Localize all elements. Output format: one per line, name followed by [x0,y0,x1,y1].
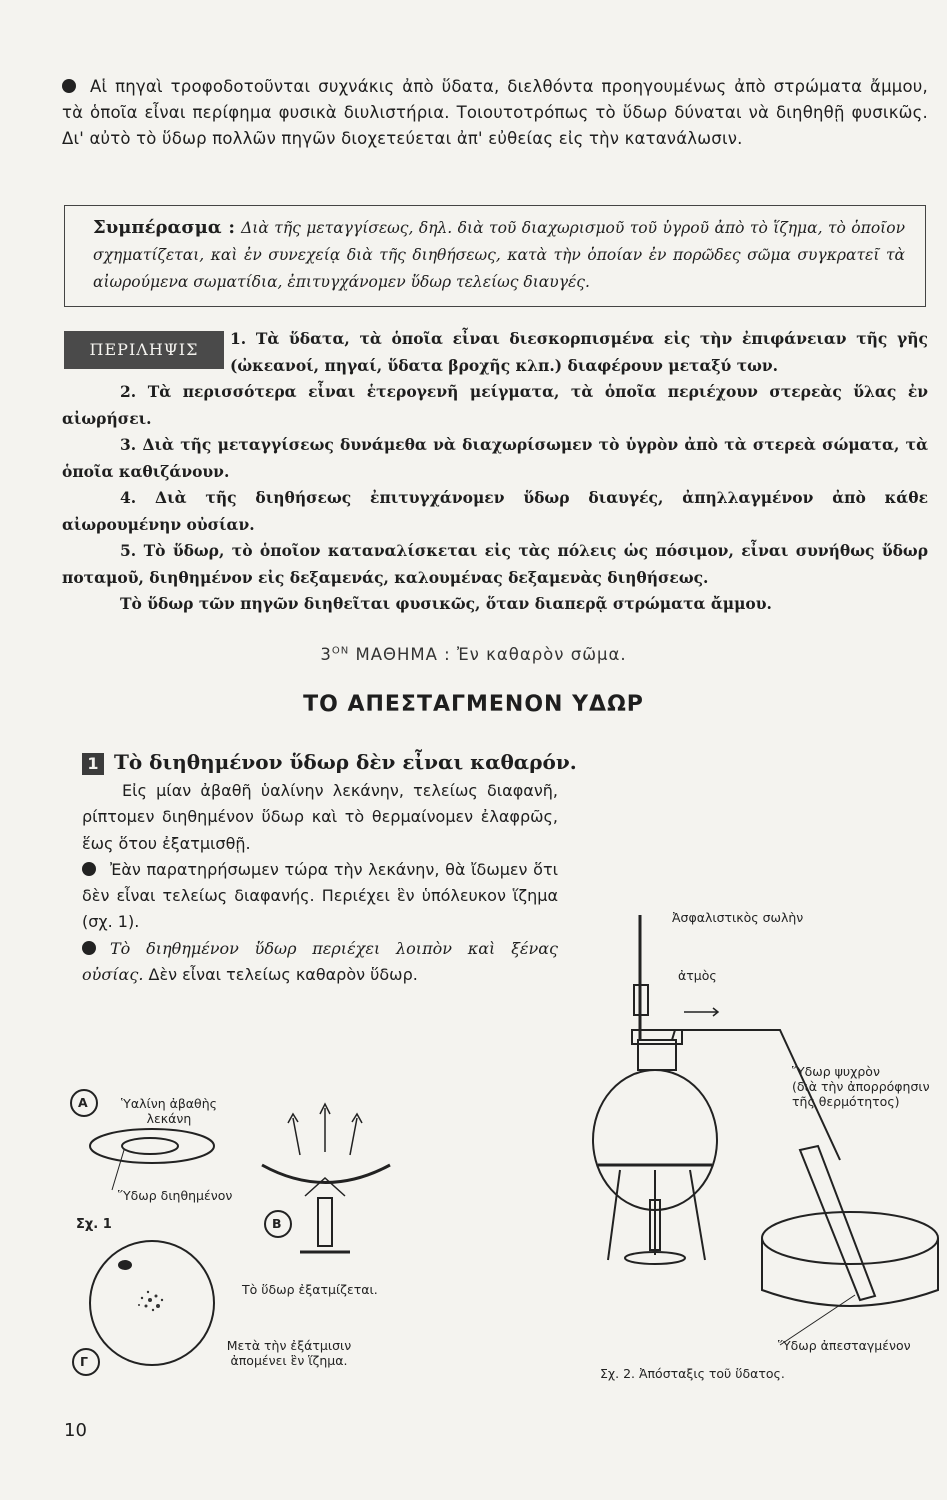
figure-1-illustration [71,1090,390,1375]
label-a: Α [78,1095,88,1110]
fig2-label-cold-water: Ὕδωρ ψυχρὸν [792,1064,880,1079]
summary-item: 1. Τὰ ὕδατα, τὰ ὁποῖα εἶναι διεσκορπισμένα εἰς τὴν ἐπιφάνειαν τῆς γῆς (ὠκεανοί, πηγαί, ὕδατα βροχῆς κλπ.) διαφέρουν μεταξύ των. [230,329,928,375]
figure-2-distillation-apparatus [593,915,938,1345]
lesson-number-suffix: ΟΝ [331,645,350,657]
section-title: Τὸ διηθημένον ὕδωρ δὲν εἶναι καθαρόν. [114,750,577,774]
label-b: Β [272,1216,282,1231]
page-number: 10 [64,1420,87,1441]
section-paragraph: Εἰς μίαν ἀβαθῆ ὑαλίνην λεκάνην, τελείως διαφανῆ, ρίπτομεν διηθημένον ὕδωρ καὶ τὸ θερμαίνομεν ἐλαφρῶς, ἕως ὅτου ἐξατμισθῇ. [82,781,558,853]
summary-item: Τὸ ὕδωρ τῶν πηγῶν διηθεῖται φυσικῶς, ὅταν διαπερᾷ στρώματα ἄμμου. [120,594,772,613]
glass-dish-icon [90,1129,214,1163]
vapor-arrows-icon [293,1108,357,1155]
water-pointer-line [112,1150,124,1190]
water-in-dish-icon [122,1138,178,1154]
fig2-label-steam: ἀτμὸς [678,968,717,983]
section-paragraph: Ἐὰν παρατηρήσωμεν τώρα τὴν λεκάνην, θὰ ἴδωμεν ὅτι δὲν εἶναι τελείως διαφανής. Περιέχει ἓν ὑπόλευκον ἵζημα (σχ. 1). [82,859,558,932]
cold-water-bath-icon [762,1212,938,1264]
summary-tag: ΠΕΡΙΛΗΨΙΣ [64,331,224,369]
conclusion-label: Συμπέρασμα : [93,217,236,238]
fig2-label-safety-tube: Ἀσφαλιστικὸς σωλὴν [672,910,804,925]
residue-dish-icon [90,1241,214,1365]
fig1-caption-a: Ὑαλίνη ἀβαθὴς λεκάνη [121,1096,217,1126]
lesson-number: 3 [320,645,332,664]
fig1-caption-b: Τὸ ὕδωρ ἐξατμίζεται. [242,1282,378,1297]
fig1-number: Σχ. 1 [76,1217,112,1232]
section-italic-text: Τὸ διηθημένον ὕδωρ περιέχει λοιπὸν καὶ ξένας οὐσίας. [82,938,558,985]
fig2-caption: Σχ. 2. Ἀπόσταξις τοῦ ὕδατος. [600,1366,785,1381]
tripod-icon [608,1170,705,1260]
conclusion-text: Διὰ τῆς μεταγγίσεως, δηλ. διὰ τοῦ διαχωρισμοῦ τοῦ ὑγροῦ ἀπὸ τὸ ἵζημα, τὸ ὁποῖον σχηματίζεται, καὶ ἐν συνεχείᾳ διὰ τῆς διηθήσεως, κατὰ τὴν ὁποίαν ἐν πορῶδες σῶμα συγκρατεῖ τὰ αἰωρούμενα σωματίδια, ἐπιτυγχάνομεν ὕδωρ τελείως διαυγές. [93,219,905,291]
summary-item: 4. Διὰ τῆς διηθήσεως ἐπιτυγχάνομεν ὕδωρ διαυγές, ἀπηλλαγμένον ἀπὸ κάθε αἰωρουμένην οὐσίαν. [62,488,928,534]
chapter-heading: ΤΟ ΑΠΕΣΤΑΓΜΕΝΟΝ ΥΔΩΡ [303,692,644,717]
summary-item: 3. Διὰ τῆς μεταγγίσεως δυνάμεθα νὰ διαχωρίσωμεν τὸ ὑγρὸν ἀπὸ τὰ στερεὰ σώματα, τὰ ὁποῖα καθιζάνουν. [62,435,928,481]
residue-dots [138,1291,163,1311]
fig2-label-distilled: Ὕδωρ ἀπεσταγμένον [778,1338,911,1353]
section-paragraph: Δὲν εἶναι τελείως καθαρὸν ὕδωρ. [143,965,418,985]
fig1-caption-water: Ὕδωρ διηθημένον [118,1188,233,1203]
section-number-badge: 1 [82,753,104,775]
burner-icon [318,1198,332,1246]
receiving-tube-icon [800,1146,875,1300]
label-g: Γ [80,1354,88,1369]
steam-arrow-icon [684,1008,718,1016]
fig1-caption-g: Μετὰ τὴν ἐξάτμισιν ἀπομένει ἓν ἵζημα. [226,1338,352,1368]
summary-item: 5. Τὸ ὕδωρ, τὸ ὁποῖον καταναλίσκεται εἰς τὰς πόλεις ὡς πόσιμον, εἶναι συνήθως ὕδωρ ποταμοῦ, διηθημένον εἰς δεξαμενάς, καλουμένας δεξαμενὰς διηθήσεως. [62,541,928,587]
lesson-text: ΜΑΘΗΜΑ : Ἐν καθαρὸν σῶμα. [355,645,627,664]
intro-text: Αἱ πηγαὶ τροφοδοτοῦνται συχνάκις ἀπὸ ὕδατα, διελθόντα προηγουμένως ἀπὸ στρώματα ἄμμου, τὰ ὁποῖα εἶναι περίφημα φυσικὰ διυλιστήρια. Τοιουτοτρόπως τὸ ὕδωρ δύναται νὰ διηθηθῇ φυσικῶς. Δι' αὐτὸ τὸ ὕδωρ πολλῶν πηγῶν διοχετεύεται ἀπ' εὐθείας εἰς τὴν κατανάλωσιν. [62,77,928,148]
fig2-label-cold-water-note: (διὰ τὴν ἀπορρόφησιν τῆς θερμότητος) [792,1079,930,1109]
summary-item: 2. Τὰ περισσότερα εἶναι ἑτερογενῆ μείγματα, τὰ ὁποῖα περιέχουν στερεὰς ὕλας ἐν αἰωρήσει. [62,382,928,428]
